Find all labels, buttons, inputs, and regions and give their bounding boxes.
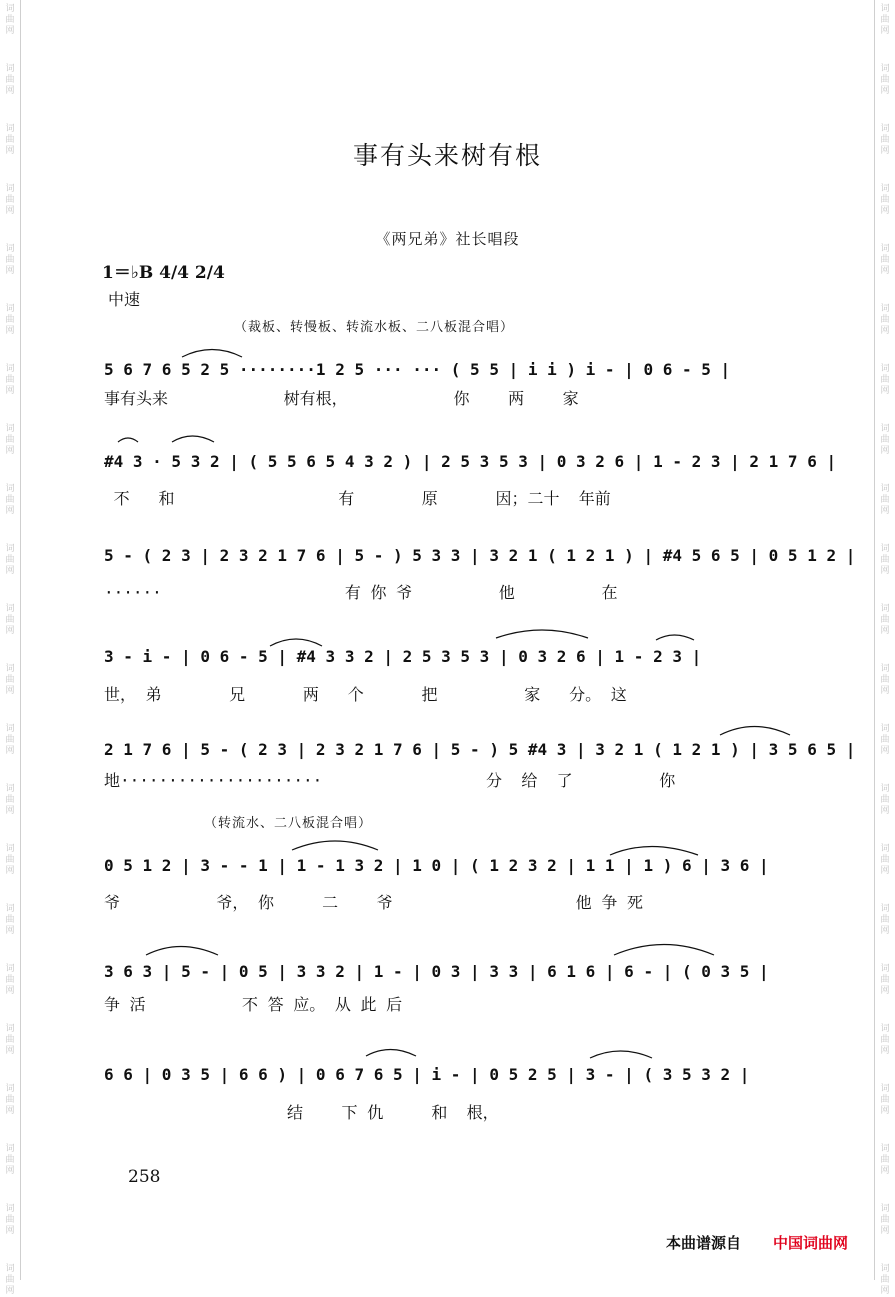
left-watermark-strip [0,0,21,1296]
notation-line-3: 5 - ( 2 3 | 2 3 2 1 7 6 | 5 - ) 5 3 3 | 3 2 1 ( 1 2 1 ) | #4 5 6 5 | 0 5 1 2 | [104,546,856,565]
watermark-text: 词曲网 [5,1084,15,1116]
watermark-text: 词曲网 [880,1024,890,1056]
watermark-text: 词曲网 [880,964,890,996]
notation-line-7: 3 6 3 | 5 - | 0 5 | 3 3 2 | 1 - | 0 3 | 3 3 | 6 1 6 | 6 - | ( 0 3 5 | [104,962,769,981]
key-signature: 1＝♭B 4/4 2/4 [102,263,225,283]
watermark-text: 词曲网 [5,664,15,696]
watermark-text: 词曲网 [5,184,15,216]
lyrics-line-3: ······ 有 你 爷 他 在 [104,583,618,602]
watermark-text: 词曲网 [880,604,890,636]
section-note-1: （裁板、转慢板、转流水板、二八板混合唱） [234,320,515,335]
watermark-text: 词曲网 [5,64,15,96]
song-subtitle: 《两兄弟》社长唱段 [375,230,520,248]
lyrics-line-4: 世， 弟 兄 两 个 把 家 分。 这 [104,685,627,704]
watermark-text: 词曲网 [5,724,15,756]
song-title: 事有头来树有根 [352,141,542,170]
notation-line-4: 3 - i - | 0 6 - 5 | #4 3 3 2 | 2 5 3 5 3 | 0 3 2 6 | 1 - 2 3 | [104,647,702,666]
watermark-text: 词曲网 [5,364,15,396]
watermark-text: 词曲网 [5,1204,15,1236]
watermark-text: 词曲网 [880,304,890,336]
watermark-text: 词曲网 [880,244,890,276]
watermark-text: 词曲网 [5,544,15,576]
watermark-text: 词曲网 [880,124,890,156]
watermark-text: 词曲网 [880,1144,890,1176]
watermark-text: 词曲网 [5,1264,15,1296]
notation-line-8: 6 6 | 0 3 5 | 6 6 ) | 0 6 7 6 5 | i - | 0 5 2 5 | 3 - | ( 3 5 3 2 | [104,1065,750,1084]
tempo-marking: 中速 [108,290,141,309]
watermark-text: 词曲网 [880,664,890,696]
watermark-text: 词曲网 [880,904,890,936]
watermark-text: 词曲网 [5,964,15,996]
watermark-text: 词曲网 [880,364,890,396]
watermark-text: 词曲网 [5,244,15,276]
watermark-text: 词曲网 [5,484,15,516]
watermark-text: 词曲网 [5,124,15,156]
watermark-text: 词曲网 [5,1144,15,1176]
watermark-text: 词曲网 [880,784,890,816]
section-note-2: （转流水、二八板混合唱） [204,816,373,831]
watermark-text: 词曲网 [5,784,15,816]
watermark-text: 词曲网 [880,1264,890,1296]
watermark-text: 词曲网 [880,1204,890,1236]
notation-line-2: #4 3 · 5 3 2 | ( 5 5 6 5 4 3 2 ) | 2 5 3 5 3 | 0 3 2 6 | 1 - 2 3 | 2 1 7 6 | [104,452,837,471]
watermark-text: 词曲网 [5,424,15,456]
lyrics-line-8: 结 下 仇 和 根， [104,1103,499,1122]
watermark-text: 词曲网 [5,604,15,636]
notation-line-1: 5 6 7 6 5 2 5 ········1 2 5 ··· ··· ( 5 5 | i i ) i - | 0 6 - 5 | [104,360,731,379]
footer-site-name[interactable]: 中国词曲网 [773,1234,849,1252]
lyrics-line-5: 地····················· 分 给 了 你 [104,771,676,790]
watermark-text: 词曲网 [880,184,890,216]
watermark-text: 词曲网 [880,64,890,96]
watermark-text: 词曲网 [880,544,890,576]
watermark-text: 词曲网 [5,844,15,876]
notation-line-6: 0 5 1 2 | 3 - - 1 | 1 - 1 3 2 | 1 0 | ( 1 2 3 2 | 1 1 | 1 ) 6 | 3 6 | [104,856,769,875]
lyrics-line-6: 爷 爷， 你 二 爷 他 争 死 [104,893,643,912]
lyrics-line-7: 争 活 不 答 应。 从 此 后 [104,995,403,1014]
watermark-text: 词曲网 [880,484,890,516]
lyrics-line-2: 不 和 有 原 因；二十 年前 [104,489,611,508]
page-number: 258 [128,1167,161,1187]
watermark-text: 词曲网 [880,724,890,756]
lyrics-line-1: 事有头来 树有根， 你 两 家 [104,389,579,408]
watermark-text: 词曲网 [880,1084,890,1116]
watermark-text: 词曲网 [5,304,15,336]
notation-line-5: 2 1 7 6 | 5 - ( 2 3 | 2 3 2 1 7 6 | 5 - ) 5 #4 3 | 3 2 1 ( 1 2 1 ) | 3 5 6 5 | [104,740,856,759]
watermark-text: 词曲网 [5,904,15,936]
footer-source-label: 本曲谱源自 [666,1234,742,1252]
watermark-text: 词曲网 [880,4,890,36]
watermark-text: 词曲网 [5,4,15,36]
watermark-text: 词曲网 [5,1024,15,1056]
watermark-text: 词曲网 [880,844,890,876]
watermark-text: 词曲网 [880,424,890,456]
right-watermark-strip [874,0,895,1296]
